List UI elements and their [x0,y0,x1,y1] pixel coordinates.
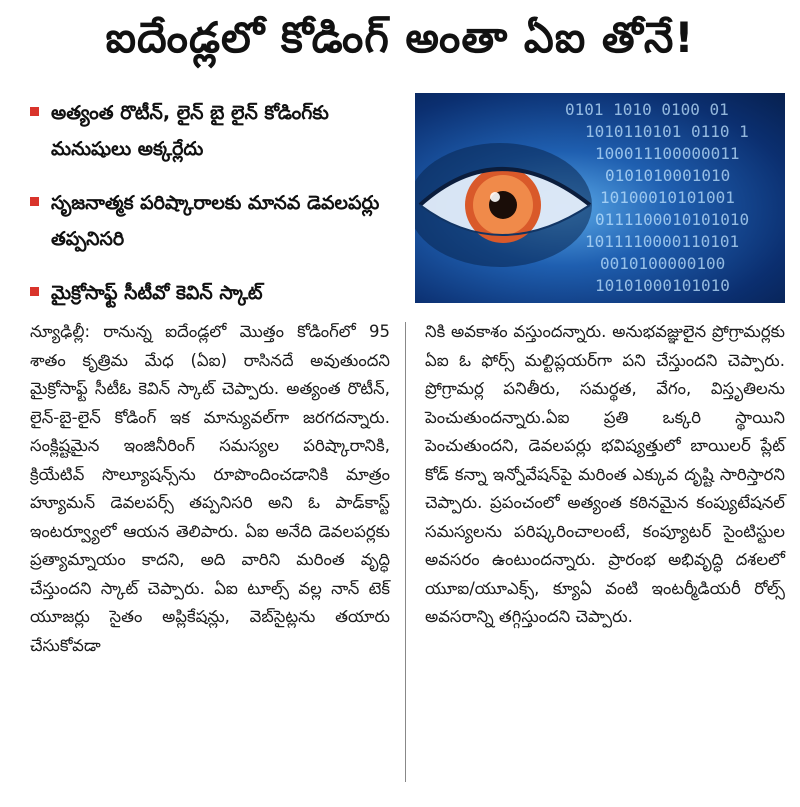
bullet-text: సృజనాత్మక పరిష్కారాలకు మానవ డెవలపర్లు తప్పనిసరి [51,192,380,250]
binary-row: 100011100000011 [595,144,740,163]
red-square-bullet-icon [30,287,39,296]
bullet-text: మైక్రోసాఫ్ట్ సీటీవో కెవిన్ స్కాట్ [51,282,263,304]
bullet-item [30,95,410,167]
highlight-bullets [30,95,410,329]
article-column-1: న్యూఢిల్లీ: రానున్న ఐదేండ్లలో మొత్తం కోడింగ్‌లో 95 శాతం కృత్రిమ మేధ (ఏఐ) రాసినదే అవుతుందని మైక్రోసాఫ్ట్ సీటీఓ కెవిన్ స్కాట్ చెప్పారు. అత్యంత రొటీన్, లైన్-బై-లైన్ కోడింగ్ ఇక మాన్యువల్‌గా జరగదన్నారు. సంక్లిష్టమైన ఇంజినీరింగ్ సమస్యల పరిష్కారానికి, క్రియేటివ్ సొల్యూషన్స్‌ను రూపొందించడానికి మాత్రం హ్యూమన్ డెవలపర్స్ తప్పనిసరి అని ఓ పాడ్‌కాస్ట్ ఇంటర్వ్యూలో ఆయన తెలిపారు. ఏఐ అనేది డెవలపర్లకు ప్రత్యామ్నాయం కాదని, అది వారిని మరింత వృద్ధి చేస్తుందని స్కాట్ చెప్పారు. ఏఐ టూల్స్ వల్ల నాన్ టెక్ యూజర్లు సైతం అప్లికేషన్లు, వెబ్‌సైట్లను తయారు చేసుకోవడా [30,322,390,655]
column-divider [405,322,406,782]
eye-icon [415,143,592,267]
binary-row: 0111100010101010 [595,210,750,229]
binary-code-text [565,100,749,295]
binary-row: 1010110101 0110 1 [585,122,749,141]
binary-row: 0010100000100 [600,254,726,273]
article-body [30,318,785,660]
eye-binary-photo [415,93,785,303]
red-square-bullet-icon [30,197,39,206]
binary-row: 10100010101001 [600,188,735,207]
binary-row: 10101000101010 [595,276,730,295]
bullet-text: అత్యంత రొటీన్, లైన్ బై లైన్ కోడింగ్‌కు మనుషులు అక్కర్లేదు [51,102,329,160]
bullet-item [30,275,410,311]
binary-row: 0101 1010 0100 01 [565,100,729,119]
headline: ఐదేండ్లలో కోడింగ్ అంతా ఏఐ తోనే! [105,13,695,62]
article-column-2: నికి అవకాశం వస్తుందన్నారు. అనుభవజ్ఞులైన ప్రోగ్రామర్లకు ఏఐ ఓ ఫోర్స్ మల్టిప్లయర్‌గా పని చేస్తుందని చెప్పారు. ప్రోగ్రామర్ల పనితీరు, సమర్థత, వేగం, విస్తృతిలను పెంచుతుందన్నారు.ఏఐ ప్రతి ఒక్కరి స్థాయిని పెంచుతుందని, డెవలపర్లు భవిష్యత్తులో బాయిలర్ ప్లేట్ కోడ్ కన్నా ఇన్నోవేషన్‌పై మరింత ఎక్కువ దృష్టి సారిస్తారని చెప్పారు. ప్రపంచంలో అత్యంత కఠినమైన కంప్యుటేషనల్ సమస్యలను పరిష్కరించాలంటే, కంప్యూటర్ సైంటిస్టుల అవసరం ఉంటుందన్నారు. ప్రారంభ అభివృద్ధి దశలలో యూఐ/యూఎక్స్, క్యూఏ వంటి ఇంటర్మీడియరీ రోల్స్ అవసరాన్ని తగ్గిస్తుందని చెప్పారు. [425,322,785,626]
bullet-item [30,185,410,257]
eye-binary-illustration [415,93,785,303]
binary-row: 0101010001010 [605,166,731,185]
binary-row: 1011110000110101 [585,232,740,251]
red-square-bullet-icon [30,107,39,116]
